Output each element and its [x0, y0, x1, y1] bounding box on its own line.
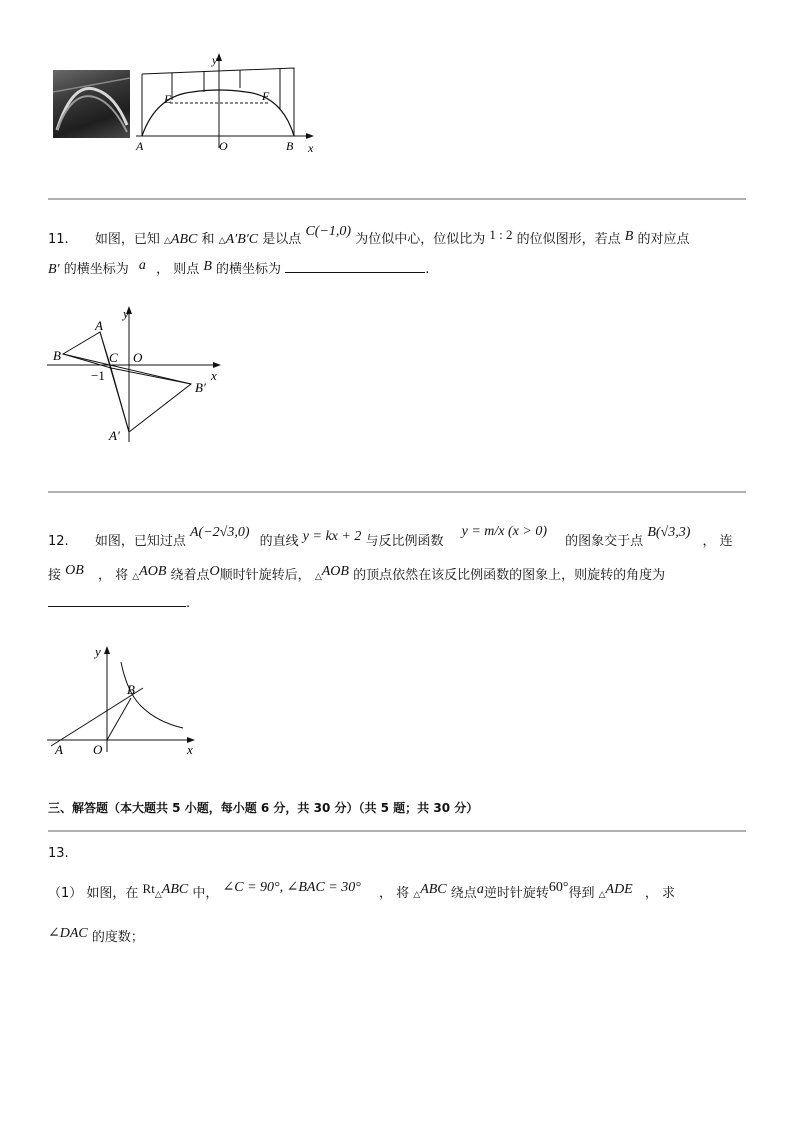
fig-top-O: O	[219, 139, 228, 153]
q12-line1: 12. 如图，已知过点 A(−2√3,0) 的直线 y = kx + 2 与反比例函数 y = m/x (x > 0) 的图象交于点 B(√3,3) ， 连	[48, 524, 733, 549]
q11-line2: B′ 的横坐标为 a ， 则点 B 的横坐标为 .	[48, 258, 430, 277]
divider	[48, 830, 746, 832]
bridge-photo	[53, 70, 130, 138]
q12-fig-y: y	[95, 644, 101, 659]
q11-figure	[45, 302, 235, 450]
q12-line2: 接 OB ， 将 △AOB 绕着点O顺时针旋转后， △AOB 的顶点依然在该反比例函数的图象上，则旋转的角度为	[48, 563, 666, 583]
q11-fig-A: A	[95, 318, 103, 333]
section3-heading: 三、解答题（本大题共 5 小题，每小题 6 分，共 30 分）（共 5 题；共 30 分）	[48, 801, 479, 815]
q11-line1: 11. 如图，已知 △ABC 和 △A′B′C 是以点 C(−1,0) 为位似中心，位似比为 1 : 2 的位似图形，若点 B 的对应点	[48, 224, 690, 247]
q13-line2: ∠DAC 的度数；	[48, 926, 144, 945]
q11-fig-C: C	[109, 350, 118, 365]
q11-fig-Aprime: A′	[109, 428, 120, 443]
q12-figure	[45, 640, 205, 760]
q11-fig-Bprime: B′	[195, 380, 206, 395]
fig-top-B: B	[286, 139, 294, 153]
fig-top-F: F	[262, 89, 270, 103]
divider	[48, 198, 746, 200]
q12-number: 12.	[48, 534, 69, 549]
fig-top-x: x	[308, 141, 314, 155]
answer-blank[interactable]	[48, 606, 186, 607]
arch-coordinate-figure	[132, 48, 332, 156]
q12-fig-O: O	[93, 742, 103, 757]
q13-line1: （1） 如图，在 Rt△ABC 中， ∠C = 90°, ∠BAC = 30° ， 将 △ABC 绕点a逆时针旋转60°得到 △ADE ， 求	[48, 880, 676, 901]
fig-top-E: E	[164, 92, 172, 106]
q12-fig-x: x	[187, 742, 193, 757]
q12-fig-B: B	[127, 682, 135, 697]
q11-number: 11.	[48, 232, 69, 247]
fig-top-A: A	[136, 139, 144, 153]
q13-number: 13.	[48, 846, 69, 861]
q12-fig-A: A	[55, 742, 63, 757]
bridge-arch-image	[53, 70, 130, 138]
q11-fig-B: B	[53, 348, 61, 363]
answer-blank[interactable]	[285, 272, 425, 273]
q11-fig-x: x	[211, 368, 217, 383]
fig-top-y: y	[212, 53, 218, 67]
q11-fig-O: O	[133, 350, 143, 365]
triangle-symbol: △	[163, 236, 171, 246]
divider	[48, 491, 746, 493]
q11-fig-minus1: −1	[91, 368, 105, 383]
q12-line3: .	[48, 596, 190, 611]
q11-fig-y: y	[123, 306, 129, 321]
